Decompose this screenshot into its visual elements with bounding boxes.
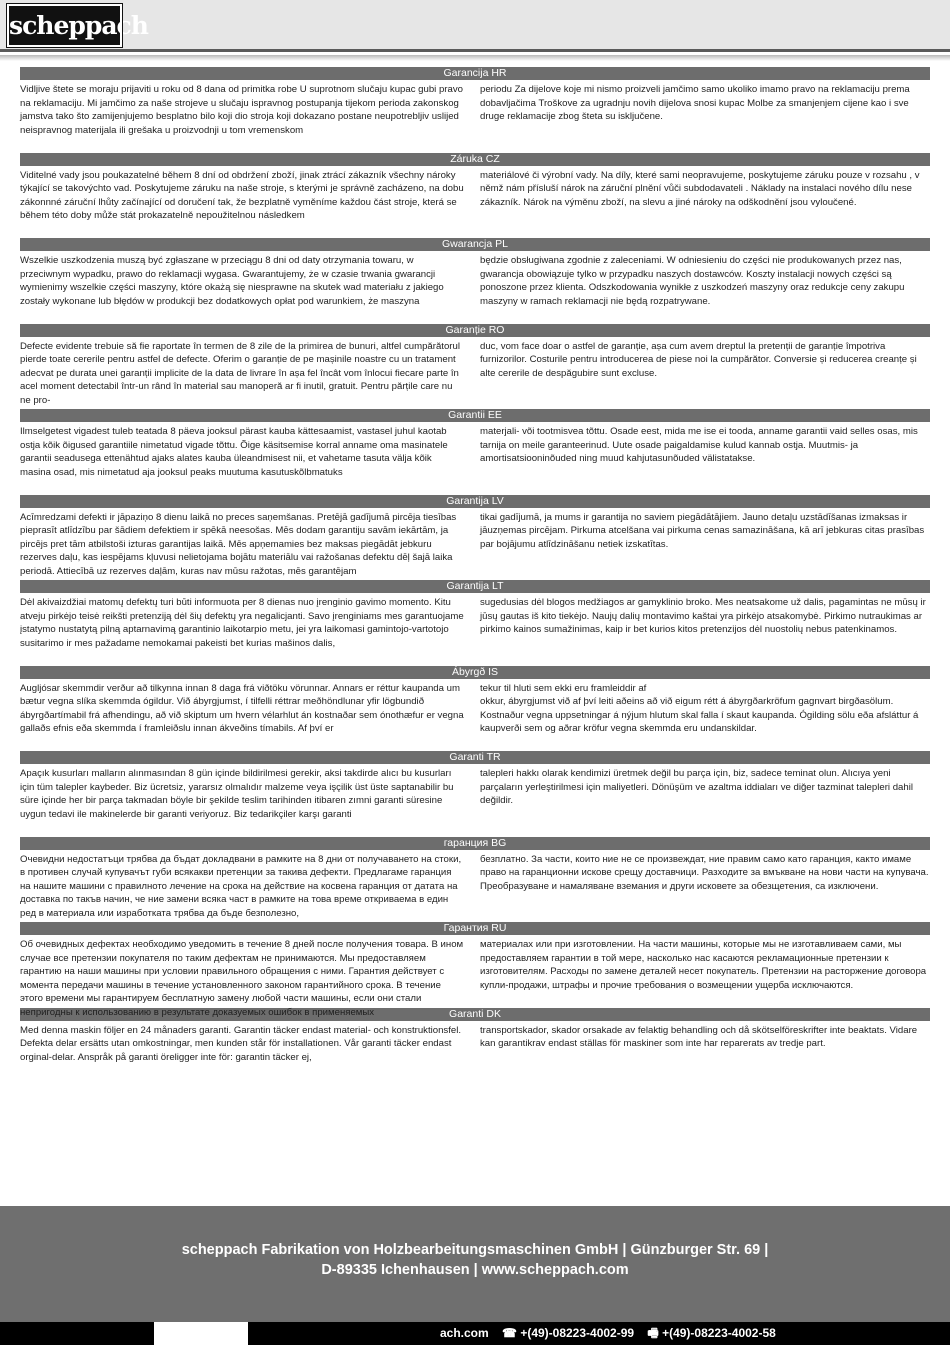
left-column (20, 511, 464, 577)
paragraph: Viditelné vady jsou poukazatelné během 8 dní od obdržení zboží, jinak ztrácí zákazník všechny nároky týkající se takovýchto vad. Poskytujeme záruku na naše stroje, s kterými je správně zacházeno, na dobu zákonnné záruční lhůty začínající od doručení tak, že bezplatně vyměníme každou část stroje, která se během této doby může stát prokazatelně nepoužitelnou následkem (20, 169, 464, 222)
scheppach-logo: scheppach (7, 4, 122, 47)
section-title: Garanti DK (20, 1008, 930, 1021)
page-header (0, 0, 950, 52)
right-column (480, 596, 930, 662)
right-column (480, 254, 930, 320)
paragraph: talepleri hakkı olarak kendimizi üretmek değil bu parça için, biz, sadece teminat olun. Alıcıya yeni parçaların yerleştirilmesi için maliyetleri. Dönüşüm ve azaltma iddiaları ve diğer tazminat talepleri dahil değildir. (480, 768, 913, 807)
left-column (20, 425, 464, 491)
warranty-section (20, 238, 930, 324)
section-body (20, 422, 930, 491)
company-address (0, 1240, 950, 1280)
warranty-sections (20, 67, 930, 1093)
section-body (20, 1021, 930, 1090)
paragraph: Dėl akivaizdžiai matomų defektų turi būti informuota per 8 dienas nuo įrenginio gavimo momento. Kitu atveju pirkėjo teisė reikšti pretenziją dėl šių defektų yra negalicjanti. Savo įrenginiams mes garantuojame įstatymo nustatytą pilną aptarnavimą garantinio laikotarpio metu, jei yra laikomasi gamintojo-vartotojo susitarimo ir mes pažadame nemokamai pakeisti bet kurias mašinos dalis, (20, 597, 464, 649)
section-title: Garantija LT (20, 580, 930, 593)
left-column (20, 682, 464, 748)
left-column (20, 254, 464, 320)
left-column (20, 340, 464, 406)
phone-number: ☎ +(49)-08223-4002-99 (502, 1326, 635, 1340)
right-column (480, 83, 930, 149)
right-column (480, 938, 930, 1004)
section-body (20, 508, 930, 577)
left-column (20, 169, 464, 235)
warranty-section (20, 837, 930, 923)
paragraph: okkur, ábyrgjumst við af því leiti aðeins að við eigum rétt á ábyrgðarkröfum gagnvart birgðasölum. Kostnaður vegna uppsetningar á nýjum hlutum skal falla í skaut kaupanda. Ógilding sölu eða afsláttur á kaupverði sem og aðrar kröfur vegna skemmda eru undanskildar. (480, 696, 919, 735)
paragraph: transportskador, skador orsakade av felaktig behandling och då skötselföreskrifter inte beaktats. Vidare kan garantikrav endast ställas för maskiner som inte har reparerats av tredje part. (480, 1024, 918, 1050)
right-column (480, 169, 930, 235)
left-column (20, 83, 464, 149)
warranty-section (20, 666, 930, 752)
right-column (480, 1024, 930, 1090)
company-line-2: D-89335 Ichenhausen | www.scheppach.com (321, 1262, 629, 1278)
paragraph: материалах или при изготовлении. На части машины, которые мы не изготавливаем сами, мы предоставляем гарантии в той мере, насколько нас касаются рекламационные претензии к изготовителям. Расходы по замене деталей несет покупатель. Претензии на расторжение договора купли-продажи, штрафы и прочие требования о возмещении ущерба исключаются. (480, 939, 927, 991)
paragraph: tekur til hluti sem ekki eru framleiddir af (480, 682, 647, 694)
warranty-section (20, 495, 930, 581)
paragraph: tikai gadījumā, ja mums ir garantija no saviem piegādātājiem. Jauno detaļu uzstādīšanas izmaksas ir jāuzņemas pircējam. Pirkuma atcelšana vai pirkuma cenas samazināšana, kā arī jebkuras citas prasības par bojājumu atlīdzināšanu netiek izskatītas. (480, 511, 925, 550)
footer (0, 1206, 950, 1322)
section-body (20, 679, 930, 748)
section-title: Garanție RO (20, 324, 930, 337)
paragraph: Augljósar skemmdir verður að tilkynna innan 8 daga frá viðtöku vörunnar. Annars er réttur kaupanda um bætur vegna slíka skemmda ógildur. Við ábyrgjumst, í tilfelli réttrar meðhöndlunar yfir lögbundið ábyrgðartímabil frá afhendingu, að við skiptum um hvern vélarhlut án kostnaðar sem ónothæfur er vegna gallaðs efnis eða skemmda í framleiðslu innan ákveðins tímabils. Af því er (20, 682, 464, 735)
section-title: Záruka CZ (20, 153, 930, 166)
warranty-section (20, 751, 930, 837)
paragraph: materiálové či výrobní vady. Na díly, které sami neopravujeme, poskytujeme záruku pouze v rozsahu , v němž nám přísluší nárok na záruční plnění vůči subdodavateli . Náklady na instalaci nového dílu nese zákazník. Nárok na výměnu zboží, na slevu a jiné nároky na odškodnění jsou vyloučené. (480, 169, 920, 208)
section-body (20, 593, 930, 662)
paragraph: Очевидни недостатъци трябва да бъдат докладвани в рамките на 8 дни от получаването на стоки, в противен случай купувачът губи всякакви претенции за такива дефекти. Предлагаме гаранция на нашите машини с правилното лечение на срока на действие на косвена гаранция от датата на доставка по такъв начин, че ние замени всяка част в рамките на това време откриваема в един ред в материала или изработката трябва да бъде безполезно, (20, 853, 462, 919)
warranty-section (20, 580, 930, 666)
paragraph: Wszelkie uszkodzenia muszą być zgłaszane w przeciągu 8 dni od daty otrzymania towaru, w przeciwnym wypadku, prawo do reklamacji wygasa. Gwarantujemy, że w czasie trwania gwarancji wymienimy wszelkie części maszyny, które okażą się niesprawne na skutek wad materiału z jakiego zostały wykonane lub błędów w produkcji bez dodatkowych opłat pod warunkiem, że maszyna (20, 255, 444, 307)
warranty-section (20, 1008, 930, 1094)
paragraph: Apaçık kusurları malların alınmasından 8 gün içinde bildirilmesi gerekir, aksi takdirde alıcı bu kusurları için tüm talepler kaybeder. Biz ücretsiz, yararsız olmalıdır malzeme veya işçilik üst üste saptanabilir bu süre içinde her bir parça takmadan böyle bir şekilde teslim tarihinden itibaren zımni garanti süresine uygun tedavi ile makinelerde bir garanti veriyoruz. Biz tedarikçiler karşı garanti (20, 768, 454, 820)
section-title: Garanti TR (20, 751, 930, 764)
left-column (20, 1024, 464, 1090)
right-column (480, 853, 930, 919)
warranty-section (20, 153, 930, 239)
paragraph: Об очевидных дефектах необходимо уведомить в течение 8 дней после получения товара. В ином случае все претензии покупателя по таким дефектам не принимаются. Мы предоставляем гарантию на наши машины при условии правильного обращения с ними. Гарантия действует с момента передачи машины в течение установленного законом гарантийного срока. В течение этого времени мы гарантируем бесплатную замену любой части машины, если они стали непригодны к использованию в результате доказуемых ошибок в применяемых (20, 939, 464, 1018)
header-divider (0, 55, 950, 61)
warranty-section (20, 409, 930, 495)
paragraph: duc, vom face doar o astfel de garanție, așa cum avem dreptul la pretenții de garanție împotriva furnizorilor. Costurile pentru introducerea de piese noi la cumpărător. Conversie și reducerea creanțe și alte cererile de despăgubire sunt excluse. (480, 340, 917, 379)
website-fragment[interactable]: ach.com (440, 1326, 489, 1340)
section-body (20, 166, 930, 235)
paragraph: materjali- või tootmisvea tõttu. Osade eest, mida me ise ei tooda, anname garantii vaid selles osas, mis tarnija on meile garanteerinud. Uute osade paigaldamise kulud kannab ostja. Muutmis- ja amortisatsiooninõuded ning muud kahjutasunõuded välistatakse. (480, 426, 918, 465)
paragraph: Ilmselgetest vigadest tuleb teatada 8 päeva jooksul pärast kauba kättesaamist, vastasel juhul kaotab ostja kõik õigused garantiile nimetatud vigade tõttu. Õige käsitsemise korral anname oma masinatele garantii seadusega ettenähtud ajaks alates kauba üleandmisest nii, et vahetame tasuta välja kõik masina osad, mis nimetatud aja jooksul peaks muutuma kasutuskõlbmatuks (20, 426, 448, 478)
paragraph: Med denna maskin följer en 24 månaders garanti. Garantin täcker endast material- och konstruktionsfel. Defekta delar ersätts utan omkostningar, men kunden står för installationen. Vår garanti täcker endast orginal-delar. Anspråk på garanti öreligger inte för: garantin täcker ej, (20, 1024, 462, 1063)
warranty-section (20, 67, 930, 153)
left-column (20, 596, 464, 662)
right-column (480, 511, 930, 577)
right-column (480, 425, 930, 491)
left-column (20, 767, 464, 833)
fax-number: 🖷 +(49)-08223-4002-58 (647, 1326, 776, 1340)
section-body (20, 850, 930, 919)
section-title: Garantii EE (20, 409, 930, 422)
section-title: гаранция BG (20, 837, 930, 850)
right-column (480, 682, 930, 748)
left-column (20, 853, 464, 919)
company-line-1: scheppach Fabrikation von Holzbearbeitungsmaschinen GmbH | Günzburger Str. 69 | (181, 1242, 769, 1258)
section-body (20, 337, 930, 406)
section-body (20, 764, 930, 833)
paragraph: безплатно. За части, които ние не се произвеждат, ние правим само като гаранция, както имаме право на гаранционни искове срещу доставчици. Разходите за вмъкване на нови части на купувача. Преобразуване и намаляване вземания и други исковете за обезщетения, са изключени. (480, 853, 929, 892)
left-column (20, 938, 464, 1018)
section-body (20, 80, 930, 149)
paragraph: Acīmredzami defekti ir jāpaziņo 8 dienu laikā no preces saņemšanas. Pretējā gadījumā pircēja tiesības pieprasīt atlīdzību par šādiem defektiem ir spēkā neesošas. Mēs dodam garantiju savām iekārtām, ja pircējs pret tām atbilstoši izturas garantijas laikā. Mēs apņemamies bez maksas piegādāt jebkuru rezerves daļu, kas iespējams kļuvusi nelietojama bojātu materiālu vai ražošanas defektu dēļ šajā laika periodā. Attiecībā uz rezerves daļām, kuras nav mūsu ražotas, mēs garantējam (20, 511, 457, 577)
contact-bar-blank (154, 1322, 248, 1345)
section-body (20, 251, 930, 320)
section-title: Garantija LV (20, 495, 930, 508)
section-title: Ábyrgð IS (20, 666, 930, 679)
paragraph: Vidljive štete se moraju prijaviti u roku od 8 dana od primitka robe U suprotnom slučaju kupac gubi pravo na reklamaciju. Mi jamčimo za naše strojeve u slučaju ispravnog postupanja tijekom perioda zakonskog jamstva tako što zamijenjujemo besplatno bilo koji dio stroja koji dokazano postane neupotrebljiv uslijed neispravnog materijala ili grešaka u proizvodnji u tom vremenskom (20, 84, 463, 136)
section-title: Gwarancja PL (20, 238, 930, 251)
paragraph: periodu Za dijelove koje mi nismo proizveli jamčimo samo ukoliko imamo pravo na reklamaciju prema dobavljačima Troškove za ugradnju novih dijelova snosi kupac Molbe za smanjenjem cijene kao i sve druge reklamacije zbog šteta su isključene. (480, 84, 910, 123)
right-column (480, 340, 930, 406)
right-column (480, 767, 930, 833)
paragraph: będzie obsługiwana zgodnie z zaleceniami. W odniesieniu do części nie produkowanych przez nas, gwarancja obowiązuje tylko w przypadku naszych dostawców. Koszty instalacji nowych części są ponoszone przez klienta. Odszkodowania wynikłe z uszkodzeń maszyny oraz redukcje ceny zakupu maszyny w ramach reklamacji nie będą rozpatrywane. (480, 255, 905, 307)
paragraph: Defecte evidente trebuie să fie raportate în termen de 8 zile de la primirea de bunuri, altfel cumpărătorul pierde toate cererile pentru astfel de defecte. Oferim o garanție de pe mașinile noastre cu un tratament adecvat pe durata unei garanții implicite de la data de livrare în așa fel încât vom înlocui fiecare parte în acel moment detectabil într-un rând în material sau manoperă ar fi inutil, gratuit. Pentru părțile care nu ne pro- (20, 340, 460, 406)
section-title: Гарантия RU (20, 922, 930, 935)
contact-bar (0, 1322, 950, 1345)
warranty-section (20, 324, 930, 410)
contact-details (440, 1325, 786, 1342)
section-title: Garancija HR (20, 67, 930, 80)
paragraph: sugedusias dėl blogos medžiagos ar gamyklinio broko. Mes neatsakome už dalis, pagamintas ne mūsų ir jūsų gautas iš kito tiekėjo. Naujų dalių montavimo kaštai yra pirkėjo atsakomybė. Pirkimo nutraukimas ar pirkimo kainos sumažinimas, kaip ir bet kurios kitos pretenzijos dėl nuostolių nebus patenkinamos. (480, 597, 926, 636)
